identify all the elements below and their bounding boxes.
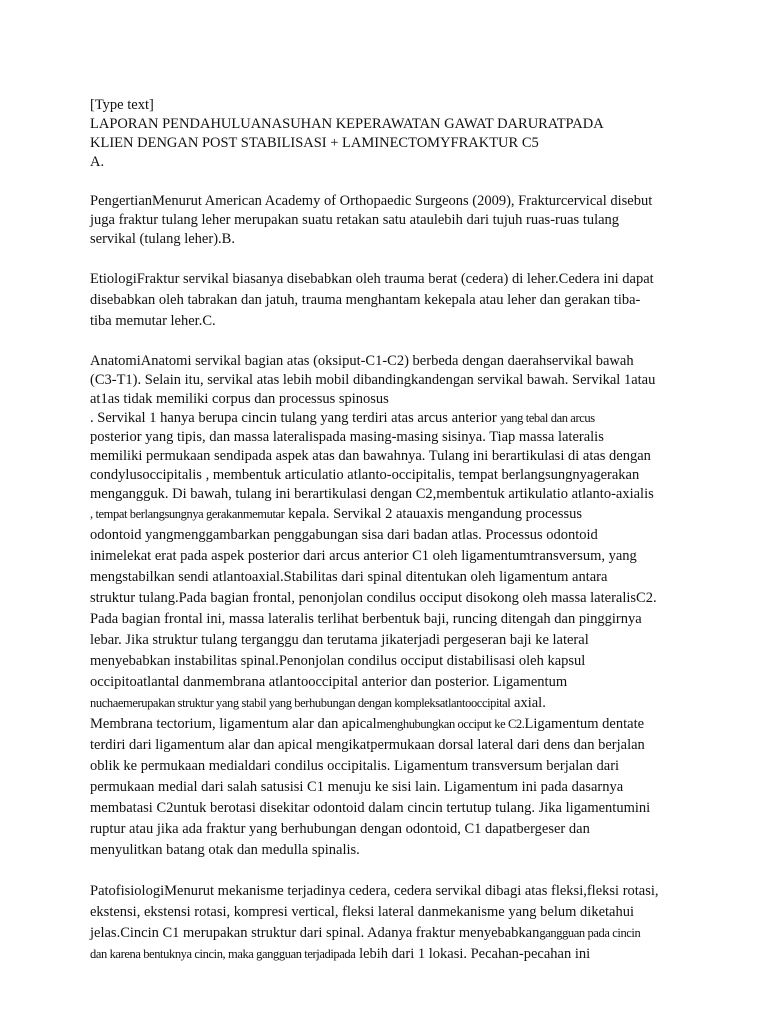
text-run: lebih dari 1 lokasi. Pecahan-pecahan ini [355, 946, 591, 962]
text-run-condensed: nuchaemerupakan struktur yang stabil yang berhubungan dengan kompleksatlantooccipital [90, 696, 511, 710]
paragraph-line: EtiologiFraktur servikal biasanya disebabkan oleh trauma berat (cedera) di leher.Cedera ini dapat [90, 271, 654, 287]
report-title-line-1: LAPORAN PENDAHULUANASUHAN KEPERAWATAN GAWAT DARURATPADA [90, 116, 604, 132]
paragraph-line: condylusoccipitalis , membentuk articulatio atlanto-occipitalis, tempat berlangsungnyagerakan [90, 467, 640, 483]
paragraph-line: ekstensi, ekstensi rotasi, kompresi vertical, fleksi lateral danmekanisme yang belum diketahui [90, 904, 634, 920]
paragraph-line: disebabkan oleh tabrakan dan jatuh, trauma menghantam kekepala atau leher dan gerakan tiba- [90, 292, 641, 308]
paragraph-line [90, 693, 686, 714]
paragraph-line: tiba memutar leher.C. [90, 313, 216, 329]
paragraph-line: memiliki permukaan sendipada aspek atas dan bawahnya. Tulang ini berartikulasi di atas dengan [90, 448, 651, 464]
paragraph-line [90, 504, 686, 525]
paragraph-line: permukaan medial dari salah satusisi C1 menuju ke sisi lain. Ligamentum ini pada dasarnya [90, 779, 624, 795]
paragraph-line: mengstabilkan sendi atlantoaxial.Stabilitas dari spinal ditentukan oleh ligamentum antara [90, 569, 608, 585]
paragraph-line: mengangguk. Di bawah, tulang ini berartikulasi dengan C2,membentuk artikulatio atlanto-axialis [90, 486, 654, 502]
document-header [90, 96, 686, 172]
section-letter: A. [90, 154, 105, 170]
paragraph-line: ruptur atau jika ada fraktur yang berhubungan dengan odontoid, C1 dapatbergeser dan [90, 821, 590, 837]
paragraph-line: lebar. Jika struktur tulang terganggu dan terutama jikaterjadi pergeseran baji ke lateral [90, 632, 589, 648]
paragraph-line [90, 923, 686, 944]
paragraph-line: terdiri dari ligamentum alar dan apical mengikatpermukaan dorsal lateral dari dens dan berjalan [90, 737, 645, 753]
text-run: Ligamentum dentate [524, 716, 645, 732]
section-etiologi [90, 269, 686, 332]
paragraph-line: PatofisiologiMenurut mekanisme terjadinya cedera, cedera servikal dibagi atas fleksi,fleksi rotasi, [90, 883, 659, 899]
paragraph-line: PengertianMenurut American Academy of Orthopaedic Surgeons (2009), Frakturcervical disebut [90, 193, 653, 209]
text-run-condensed: , tempat berlangsungnya gerakanmemutar [90, 507, 285, 521]
paragraph-line: Pada bagian frontal ini, massa lateralis terlihat berbentuk baji, runcing ditengah dan pinggirnya [90, 611, 642, 627]
paragraph-line: menyulitkan batang otak dan medulla spinalis. [90, 842, 360, 858]
paragraph-line: posterior yang tipis, dan massa lateralispada masing-masing sisinya. Tiap massa lateralis [90, 429, 604, 445]
text-run-condensed: yang tebal dan arcus [500, 411, 595, 425]
text-run-condensed: gangguan pada cincin [539, 926, 641, 940]
text-run-condensed: dan karena bentuknya cincin, maka gangguan terjadipada [90, 947, 356, 961]
text-run: kepala. Servikal 2 atauaxis mengandung processus [284, 506, 583, 522]
paragraph-line: struktur tulang.Pada bagian frontal, penonjolan condilus occiput disokong oleh massa lateralisC2. [90, 590, 657, 606]
paragraph-line: membatasi C2untuk berotasi disekitar odontoid dalam cincin tertutup tulang. Jika ligamentumini [90, 800, 651, 816]
report-title-line-2: KLIEN DENGAN POST STABILISASI + LAMINECTOMYFRAKTUR C5 [90, 135, 539, 151]
text-run: Membrana tectorium, ligamentum alar dan apical [90, 716, 377, 732]
text-run: axial. [510, 695, 546, 711]
section-patofisiologi [90, 881, 686, 965]
paragraph-line: servikal (tulang leher).B. [90, 231, 235, 247]
paragraph-line: juga fraktur tulang leher merupakan suatu retakan satu ataulebih dari tujuh ruas-ruas tulang [90, 212, 620, 228]
section-anatomi [90, 352, 686, 861]
paragraph-line: occipitoatlantal danmembrana atlantooccipital anterior dan posterior. Ligamentum [90, 674, 568, 690]
text-run: jelas.Cincin C1 merupakan struktur dari spinal. Adanya fraktur menyebabkan [90, 925, 540, 941]
section-pengertian [90, 192, 686, 249]
paragraph-line [90, 714, 686, 735]
paragraph-line: (C3-T1). Selain itu, servikal atas lebih mobil dibandingkandengan servikal bawah. Servikal 1atau [90, 372, 656, 388]
paragraph-line: odontoid yangmenggambarkan penggabungan sisa dari badan atlas. Processus odontoid [90, 527, 598, 543]
text-run: . Servikal 1 hanya berupa cincin tulang yang terdiri atas arcus anterior [90, 410, 501, 426]
paragraph-line [90, 409, 686, 428]
paragraph-line: menyebabkan instabilitas spinal.Penonjolan condilus occiput distabilisasi oleh kapsul [90, 653, 586, 669]
paragraph-line: at1as tidak memiliki corpus dan processus spinosus [90, 391, 389, 407]
header-placeholder: [Type text] [90, 97, 154, 113]
paragraph-line: AnatomiAnatomi servikal bagian atas (oksiput-C1-C2) berbeda dengan daerahservikal bawah [90, 353, 634, 369]
paragraph-line: oblik ke permukaan medialdari condilus occipitalis. Ligamentum transversum berjalan dari [90, 758, 620, 774]
text-run-condensed: menghubungkan occiput ke C2. [376, 717, 525, 731]
document-body [90, 96, 686, 965]
paragraph-line: inimelekat erat pada aspek posterior dari arcus anterior C1 oleh ligamentumtransversum, yang [90, 548, 637, 564]
paragraph-line [90, 944, 686, 965]
